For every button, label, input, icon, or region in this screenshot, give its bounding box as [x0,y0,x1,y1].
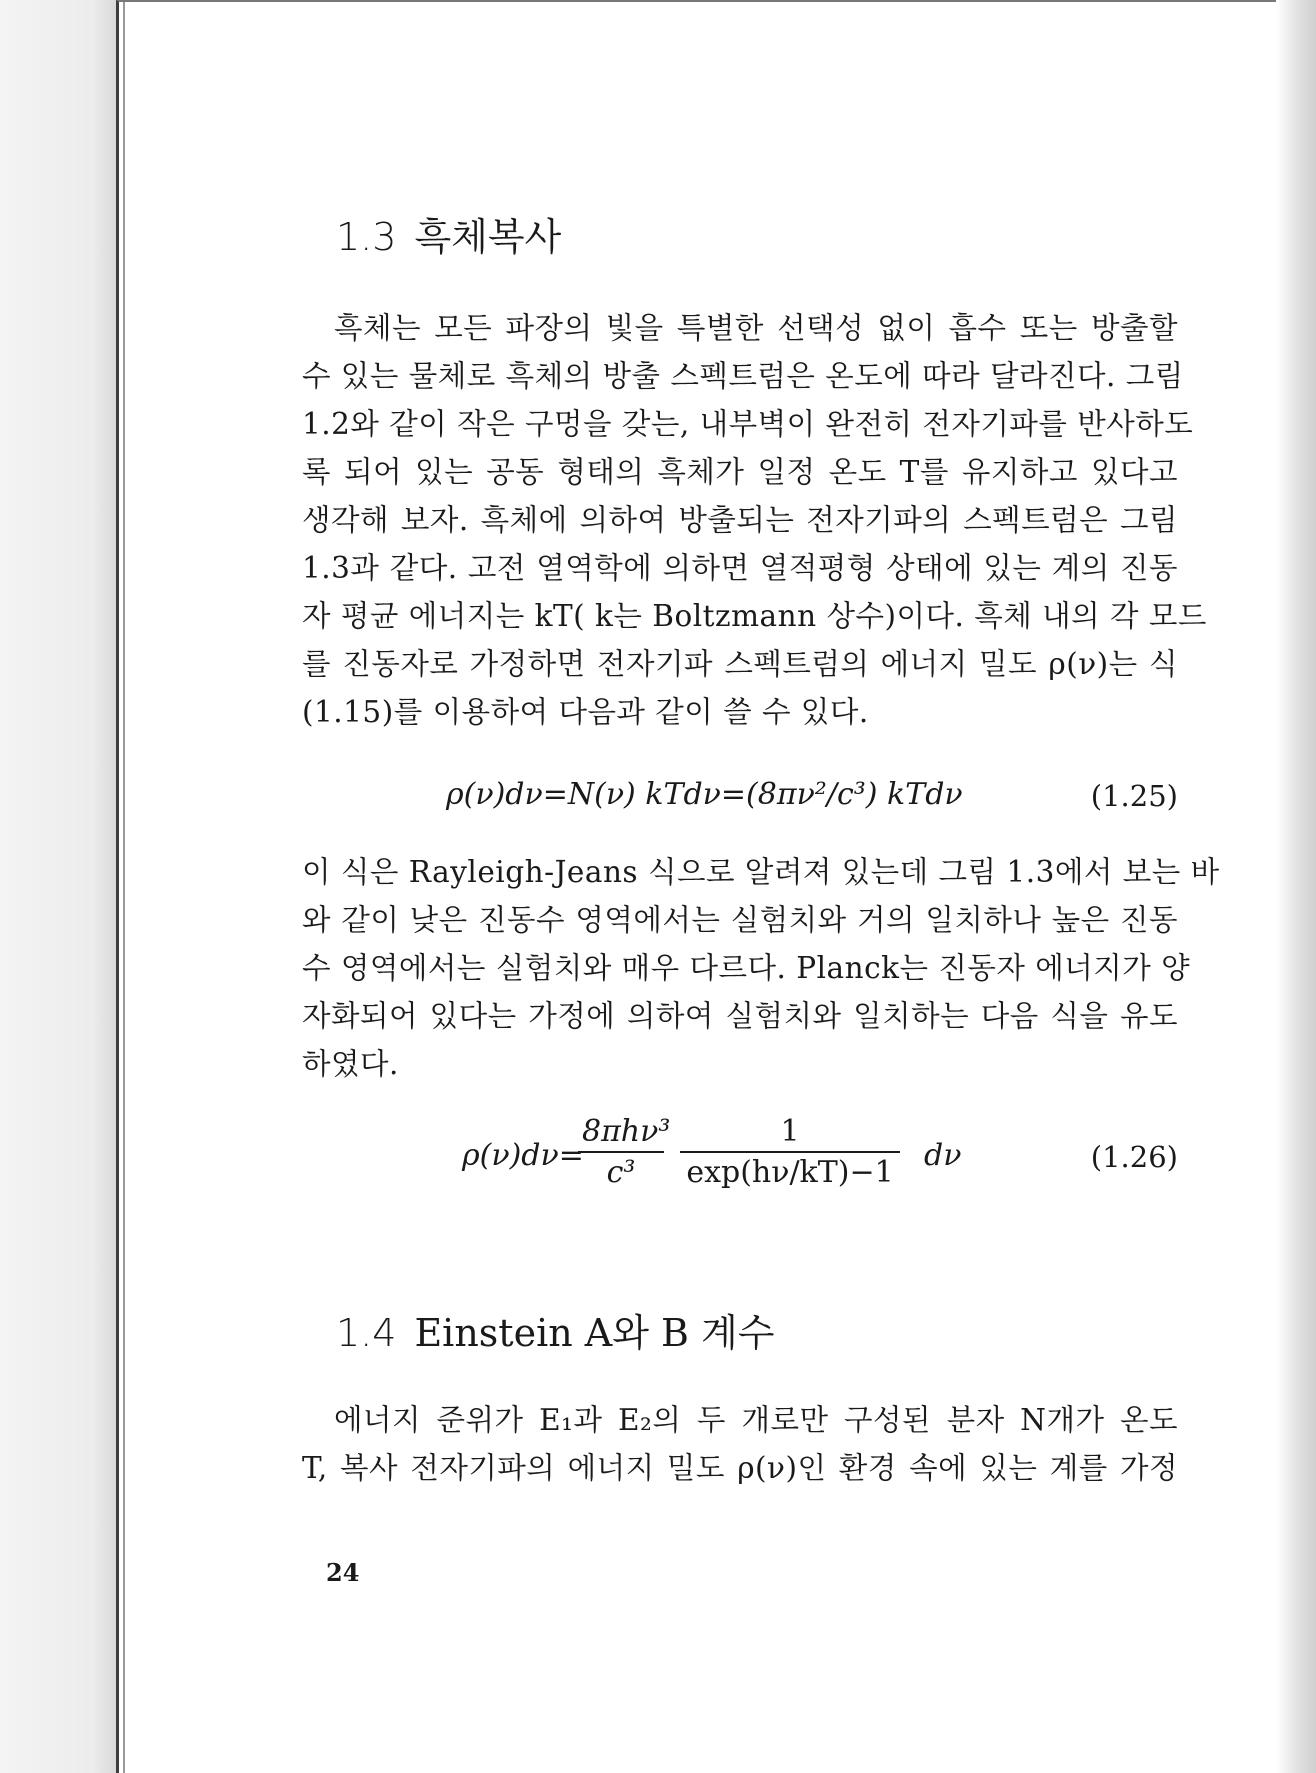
fraction-denominator: c³ [606,1155,636,1190]
equation-number-1-25: (1.25) [1090,779,1178,813]
text-line: 에너지 준위가 E₁과 E₂의 두 개로만 구성된 분자 N개가 온도 [334,1403,1178,1437]
fraction-planck-exp [680,1114,900,1190]
text-line: 1.2와 같이 작은 구멍을 갖는, 내부벽이 완전히 전자기파를 반사하도 [302,407,1194,441]
text-line: T, 복사 전자기파의 에너지 밀도 ρ(ν)인 환경 속에 있는 계를 가정 [302,1451,1178,1485]
text-line: 록 되어 있는 공동 형태의 흑체가 일정 온도 T를 유지하고 있다고 [302,455,1178,489]
fraction-planck-prefactor [578,1114,671,1190]
section-title: Einstein A와 B 계수 [414,1311,775,1355]
page-number: 24 [326,1558,360,1587]
section-number: 1.4 [336,1311,397,1355]
page-edge-shadow [1276,0,1316,1773]
equation-1-25: ρ(ν)dν=N(ν) kTdν=(8πν²/c³) kTdν [446,777,963,812]
section-heading-1-3 [336,206,561,261]
fraction-numerator: 1 [680,1114,900,1153]
text-line: 생각해 보자. 흑체에 의하여 방출되는 전자기파의 스펙트럼은 그림 [302,503,1178,537]
text-line: 수 있는 물체로 흑체의 방출 스펙트럼은 온도에 따라 달라진다. 그림 [302,359,1184,393]
fraction-denominator: exp(hν/kT)−1 [686,1155,894,1190]
section-heading-1-4 [336,1302,774,1357]
section-number: 1.3 [336,215,397,259]
text-line: 수 영역에서는 실험치와 매우 다르다. Planck는 진동자 에너지가 양 [302,951,1191,985]
equation-tail: dν [924,1138,962,1173]
left-background [0,0,116,1773]
text-line: 를 진동자로 가정하면 전자기파 스펙트럼의 에너지 밀도 ρ(ν)는 식 [302,647,1178,681]
section-title: 흑체복사 [414,215,562,259]
equation-number-1-26: (1.26) [1090,1140,1178,1174]
text-line: 1.3과 같다. 고전 열역학에 의하면 열적평형 상태에 있는 계의 진동 [302,551,1178,585]
equation-lhs: ρ(ν)dν= [462,1138,584,1173]
text-line: 자 평균 에너지는 kT( k는 Boltzmann 상수)이다. 흑체 내의 각 모드 [302,599,1207,633]
text-line: (1.15)를 이용하여 다음과 같이 쓸 수 있다. [302,695,869,729]
text-line: 이 식은 Rayleigh-Jeans 식으로 알려져 있는데 그림 1.3에서 보는 바 [302,855,1220,889]
text-line: 흑체는 모든 파장의 빛을 특별한 선택성 없이 흡수 또는 방출할 [334,311,1178,345]
text-line: 자화되어 있다는 가정에 의하여 실험치와 일치하는 다음 식을 유도 [302,999,1178,1033]
text-line: 하였다. [302,1047,399,1081]
text-line: 와 같이 낮은 진동수 영역에서는 실험치와 거의 일치하나 높은 진동 [302,903,1178,937]
fraction-numerator: 8πhν³ [578,1114,664,1153]
